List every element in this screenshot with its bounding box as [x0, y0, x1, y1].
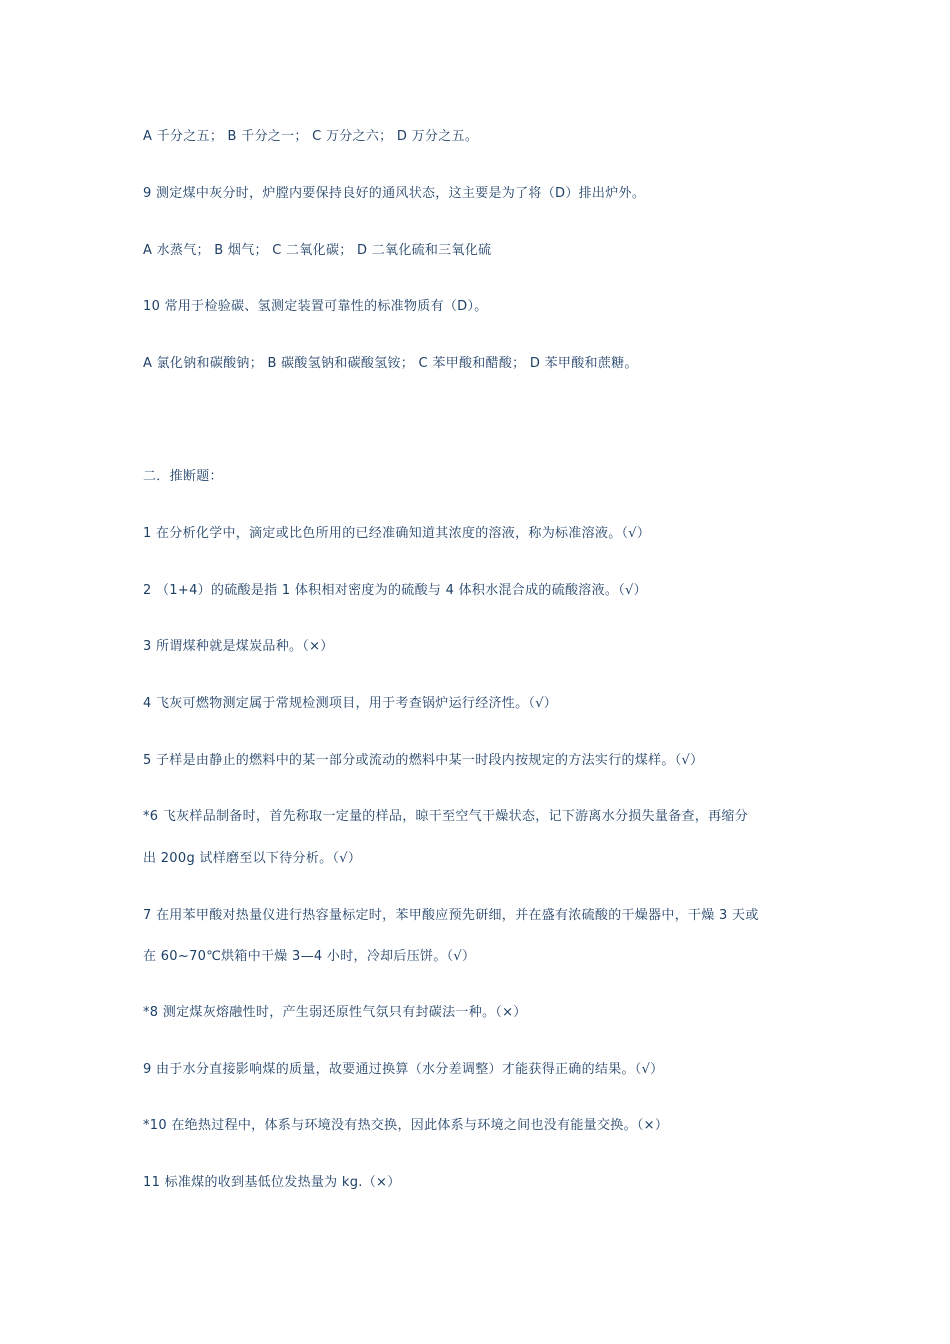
tf-item-8: *8 测定煤灰熔融性时，产生弱还原性气氛只有封碳法一种。（×） [143, 1005, 527, 1020]
option-line-q9: A 水蒸气； B 烟气； C 二氧化碳； D 二氧化硫和三氧化硫 [143, 243, 492, 258]
tf-item-9: 9 由于水分直接影响煤的质量，故要通过换算（水分差调整）才能获得正确的结果。（√） [143, 1062, 664, 1077]
question-10: 10 常用于检验碳、氢测定装置可靠性的标准物质有（D）。 [143, 299, 488, 314]
tf-item-4: 4 飞灰可燃物测定属于常规检测项目，用于考查锅炉运行经济性。（√） [143, 696, 558, 711]
option-line-q10: A 氯化钠和碳酸钠； B 碳酸氢钠和碳酸氢铵； C 苯甲酸和醋酸； D 苯甲酸和蔗糖。 [143, 356, 638, 371]
section-heading: 二．推断题： [143, 469, 223, 484]
question-9: 9 测定煤中灰分时，炉膛内要保持良好的通风状态，这主要是为了将（D）排出炉外。 [143, 186, 646, 201]
tf-item-6-continued: 出 200g 试样磨至以下待分析。（√） [143, 851, 362, 866]
tf-item-10: *10 在绝热过程中，体系与环境没有热交换，因此体系与环境之间也没有能量交换。（×） [143, 1118, 669, 1133]
tf-item-7-continued: 在 60~70℃烘箱中干燥 3—4 小时，冷却后压饼。（√） [143, 949, 476, 964]
tf-item-6: *6 飞灰样品制备时，首先称取一定量的样品，晾干至空气干燥状态，记下游离水分损失量备查，再缩分 [143, 809, 749, 824]
tf-item-2: 2 （1+4）的硫酸是指 1 体积相对密度为的硫酸与 4 体积水混合成的硫酸溶液。（√） [143, 583, 647, 598]
tf-item-7: 7 在用苯甲酸对热量仪进行热容量标定时，苯甲酸应预先研细，并在盛有浓硫酸的干燥器中，干燥 3 天或 [143, 908, 759, 923]
option-line-q8: A 千分之五； B 千分之一； C 万分之六； D 万分之五。 [143, 129, 479, 144]
tf-item-5: 5 子样是由静止的燃料中的某一部分或流动的燃料中某一时段内按规定的方法实行的煤样。（√） [143, 753, 704, 768]
tf-item-1: 1 在分析化学中，滴定或比色所用的已经准确知道其浓度的溶液，称为标准溶液。（√） [143, 526, 651, 541]
tf-item-3: 3 所谓煤种就是煤炭品种。（×） [143, 639, 334, 654]
tf-item-11: 11 标准煤的收到基低位发热量为 kg.（×） [143, 1175, 401, 1190]
